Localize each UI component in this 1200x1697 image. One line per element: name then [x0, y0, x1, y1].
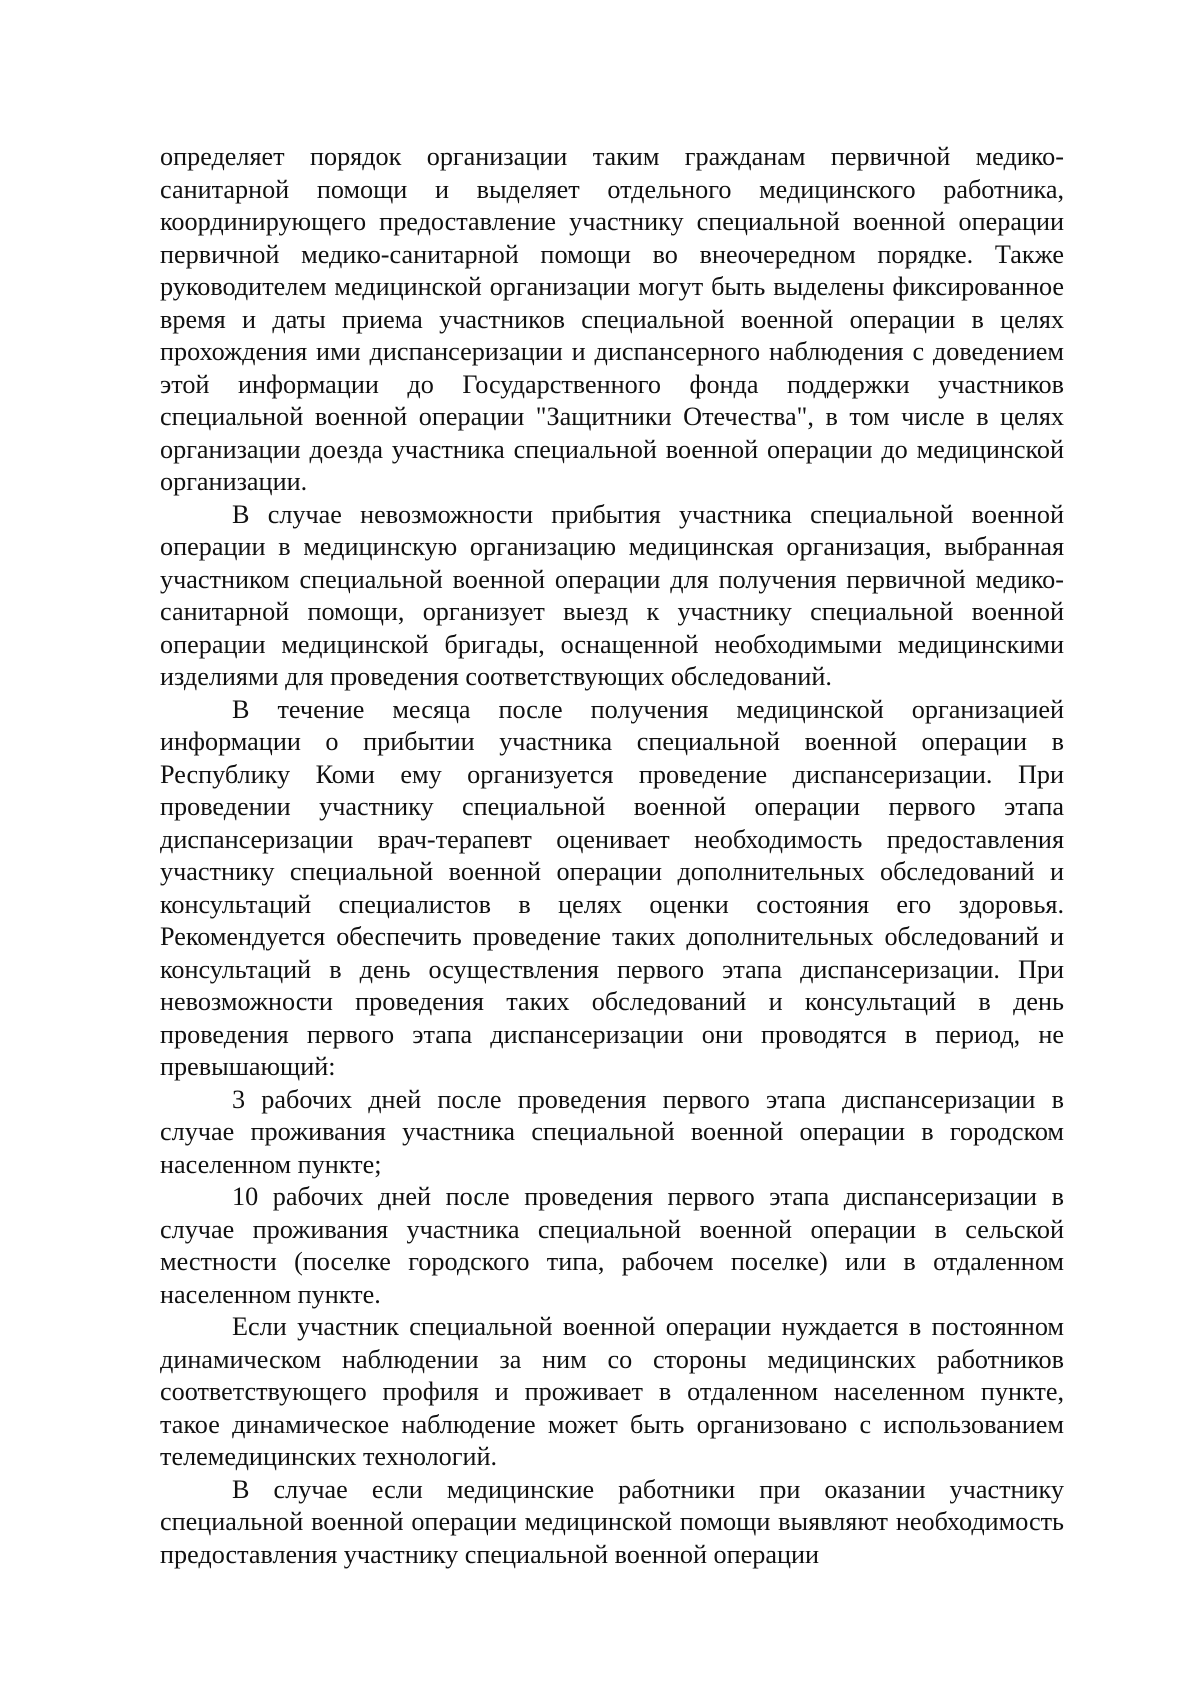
paragraph-rural-term: 10 рабочих дней после проведения первого этапа диспансеризации в случае проживания участника специальной военной операции в сельской местности (поселке городского типа, рабочем поселке) или в отдаленном населенном пункте.: [160, 1182, 1064, 1309]
paragraph-telemedicine: Если участник специальной военной операции нуждается в постоянном динамическом наблюдении за ним со стороны медицинских работников соответствующего профиля и проживает в отдаленном населенном пункте, такое динамическое наблюдение может быть организовано с использованием телемедицинских технологий.: [160, 1312, 1064, 1471]
paragraph-home-visit: В случае невозможности прибытия участника специальной военной операции в медицинскую организацию медицинская организация, выбранная участником специальной военной операции для получения первичной медико-санитарной помощи, организует выезд к участнику специальной военной операции медицинской бригады, оснащенной необходимыми медицинскими изделиями для проведения соответствующих обследований.: [160, 499, 1064, 691]
paragraph-continuation: определяет порядок организации таким гражданам первичной медико-санитарной помощи и выделяет отдельного медицинского работника, координирующего предоставление участнику специальной военной операции первичной медико-санитарной помощи во внеочередном порядке. Также руководителем медицинской организации могут быть выделены фиксированное время и даты приема участников специальной военной операции в целях прохождения ими диспансеризации и диспансерного наблюдения с доведением этой информации до Государственного фонда поддержки участников специальной военной операции "Защитники Отечества", в том числе в целях организации доезда участника специальной военной операции до медицинской организации.: [160, 142, 1064, 496]
paragraph-urban-term: 3 рабочих дней после проведения первого этапа диспансеризации в случае проживания участника специальной военной операции в городском населенном пункте;: [160, 1084, 1064, 1179]
paragraph-dispensarization: В течение месяца после получения медицинской организацией информации о прибытии участника специальной военной операции в Республику Коми ему организуется проведение диспансеризации. При проведении участнику специальной военной операции первого этапа диспансеризации врач-терапевт оценивает необходимость предоставления участнику специальной военной операции дополнительных обследований и консультаций специалистов в целях оценки состояния его здоровья. Рекомендуется обеспечить проведение таких дополнительных обследований и консультаций в день осуществления первого этапа диспансеризации. При невозможности проведения таких обследований и консультаций в день проведения первого этапа диспансеризации они проводятся в период, не превышающий:: [160, 694, 1064, 1081]
paragraph-additional-care: В случае если медицинские работники при оказании участнику специальной военной операции медицинской помощи выявляют необходимость предоставления участнику специальной военной операции: [160, 1474, 1064, 1569]
document-body: [160, 141, 1064, 1571]
